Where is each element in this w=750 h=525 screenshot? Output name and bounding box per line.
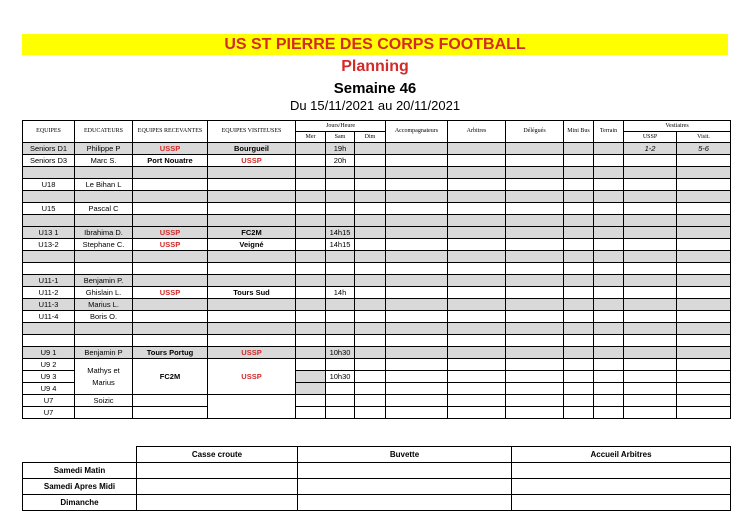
table-row: [23, 347, 731, 359]
team-cell: U9 3: [23, 371, 75, 383]
team-cell: U11-2: [23, 287, 75, 299]
header-sam: Sam: [326, 132, 355, 143]
date-range: Du 15/11/2021 au 20/11/2021: [289, 98, 461, 113]
away-team-cell: USSP: [208, 359, 296, 395]
coach-cell: Mathys et Marius: [75, 359, 133, 395]
coach-cell: Soizic: [75, 395, 133, 407]
header-vest-visit: Visit.: [677, 132, 731, 143]
header-jours: Jours/Heure: [296, 121, 386, 132]
away-team-cell: Tours Sud: [208, 287, 296, 299]
time-cell: 14h15: [326, 227, 355, 239]
row-label-dimanche: Dimanche: [23, 495, 137, 511]
table-row: [23, 463, 731, 479]
away-team-cell: Veigné: [208, 239, 296, 251]
table-row: [23, 179, 731, 191]
coach-cell: Pascal C: [75, 203, 133, 215]
table-row: [23, 203, 731, 215]
home-team-cell: USSP: [133, 287, 208, 299]
header-vest-ussp: USSP: [624, 132, 677, 143]
header-mer: Mer: [296, 132, 326, 143]
team-cell: Seniors D3: [23, 155, 75, 167]
coach-cell: Benjamin P: [75, 347, 133, 359]
home-team-cell: FC2M: [133, 359, 208, 395]
coach-cell: Marc S.: [75, 155, 133, 167]
home-team-cell: USSP: [133, 239, 208, 251]
team-cell: U11-4: [23, 311, 75, 323]
vestiaire-ussp-cell: 1-2: [624, 143, 677, 155]
table-row: [23, 299, 731, 311]
table-row: [23, 359, 731, 371]
header-equipes: EQUIPES: [23, 121, 75, 143]
header-casse-croute: Casse croute: [137, 447, 298, 463]
table-row: [23, 407, 731, 419]
table-row: [23, 311, 731, 323]
home-team-cell: USSP: [133, 143, 208, 155]
team-cell: U7: [23, 395, 75, 407]
away-team-cell: FC2M: [208, 227, 296, 239]
header-recevantes: EQUIPES RECEVANTES: [133, 121, 208, 143]
vestiaire-visit-cell: 5-6: [677, 143, 731, 155]
row-label-samedi-apres-midi: Samedi Apres Midi: [23, 479, 137, 495]
header-dim: Dim: [355, 132, 386, 143]
time-cell: 14h: [326, 287, 355, 299]
team-cell: U13-2: [23, 239, 75, 251]
coach-cell: Le Bihan L: [75, 179, 133, 191]
coach-cell: Benjamin P.: [75, 275, 133, 287]
team-cell: U9 4: [23, 383, 75, 395]
table-row: [23, 287, 731, 299]
week-title: Semaine 46: [333, 80, 417, 97]
coach-cell: Philippe P: [75, 143, 133, 155]
planning-title: Planning: [341, 58, 409, 75]
coach-cell: Ghislain L.: [75, 287, 133, 299]
time-cell: 19h: [326, 143, 355, 155]
coach-cell: Marius L.: [75, 299, 133, 311]
away-team-cell: Bourgueil: [208, 143, 296, 155]
header-educateurs: EDUCATEURS: [75, 121, 133, 143]
duty-table: [22, 446, 731, 511]
coach-cell: Boris O.: [75, 311, 133, 323]
club-title: US ST PIERRE DES CORPS FOOTBALL: [22, 34, 728, 55]
team-cell: U7: [23, 407, 75, 419]
away-team-cell: USSP: [208, 155, 296, 167]
time-cell: 14h15: [326, 239, 355, 251]
header-delegues: Délégués: [506, 121, 564, 143]
home-team-cell: Tours Portug: [133, 347, 208, 359]
team-cell: U11-1: [23, 275, 75, 287]
row-label-samedi-matin: Samedi Matin: [23, 463, 137, 479]
team-cell: U18: [23, 179, 75, 191]
header-accueil-arbitres: Accueil Arbitres: [512, 447, 731, 463]
header-minibus: Mini Bus: [564, 121, 594, 143]
time-cell: 20h: [326, 155, 355, 167]
header-arbitres: Arbitres: [448, 121, 506, 143]
header-accompagnateurs: Accompagnateurs: [386, 121, 448, 143]
header-visiteuses: EQUIPES VISITEUSES: [208, 121, 296, 143]
team-cell: U11-3: [23, 299, 75, 311]
team-cell: U13 1: [23, 227, 75, 239]
team-cell: U15: [23, 203, 75, 215]
table-row: [23, 155, 731, 167]
table-row: [23, 239, 731, 251]
coach-cell: Stephane C.: [75, 239, 133, 251]
time-cell: 10h30: [326, 371, 355, 383]
header-terrain: Terrain: [594, 121, 624, 143]
table-row: [23, 143, 731, 155]
header-buvette: Buvette: [298, 447, 512, 463]
table-row: [23, 395, 731, 407]
team-cell: Seniors D1: [23, 143, 75, 155]
table-row: [23, 275, 731, 287]
table-row: [23, 227, 731, 239]
table-row: [23, 479, 731, 495]
coach-cell: Ibrahima D.: [75, 227, 133, 239]
team-cell: U9 1: [23, 347, 75, 359]
away-team-cell: USSP: [208, 347, 296, 359]
header-vestiaires: Vestiaires: [624, 121, 731, 132]
home-team-cell: Port Nouatre: [133, 155, 208, 167]
planning-table: [22, 120, 731, 419]
home-team-cell: USSP: [133, 227, 208, 239]
table-row: [23, 495, 731, 511]
time-cell: 10h30: [326, 347, 355, 359]
team-cell: U9 2: [23, 359, 75, 371]
